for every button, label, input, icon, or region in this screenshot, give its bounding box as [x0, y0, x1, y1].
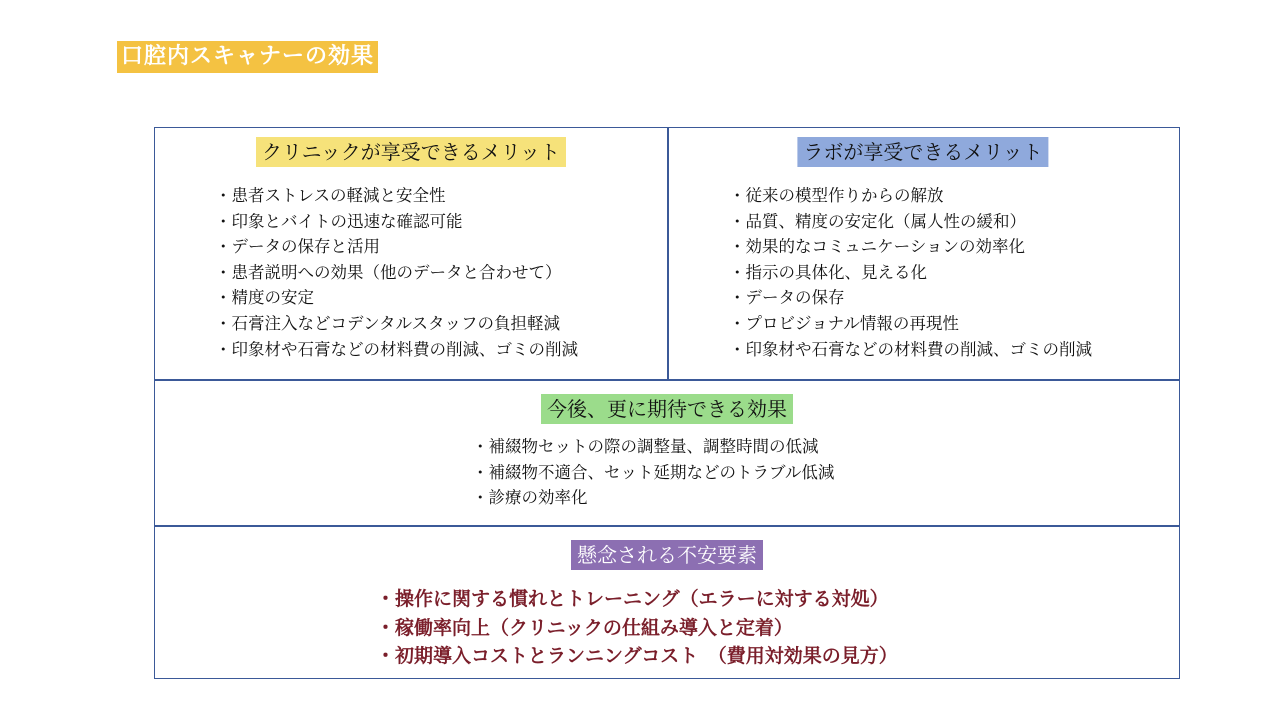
- row-divider-top: [155, 379, 1179, 381]
- concerns-list: [376, 585, 898, 671]
- list-item: ・プロビジョナル情報の再現性: [729, 313, 959, 333]
- list-item: ・印象とバイトの迅速な確認可能: [215, 211, 463, 231]
- lab-benefits-heading: ラボが享受できるメリット: [797, 137, 1048, 167]
- future-effects-heading: 今後、更に期待できる効果: [541, 394, 793, 424]
- list-item: ・補綴物セットの際の調整量、調整時間の低減: [472, 437, 819, 456]
- list-item: ・操作に関する慣れとトレーニング（エラーに対する対処）: [376, 588, 889, 610]
- column-divider: [667, 128, 669, 380]
- list-item: ・補綴物不適合、セット延期などのトラブル低減: [472, 462, 835, 482]
- content-frame: [154, 127, 1180, 679]
- list-item: ・患者説明への効果（他のデータと合わせて）: [215, 262, 562, 282]
- list-item: ・印象材や石膏などの材料費の削減、ゴミの削減: [729, 339, 1092, 359]
- list-item: ・初期導入コストとランニングコスト （費用対効果の見方）: [376, 645, 898, 667]
- list-item: ・データの保存と活用: [215, 237, 380, 257]
- list-item: ・印象材や石膏などの材料費の削減、ゴミの削減: [215, 339, 578, 359]
- list-item: ・指示の具体化、見える化: [729, 262, 927, 282]
- future-effects-list: [472, 434, 834, 511]
- list-item: ・精度の安定: [215, 288, 314, 308]
- list-item: ・稼働率向上（クリニックの仕組み導入と定着）: [376, 616, 793, 639]
- list-item: ・品質、精度の安定化（属人性の緩和）: [729, 211, 1026, 231]
- clinic-benefits-list: [215, 183, 578, 362]
- list-item: ・従来の模型作りからの解放: [729, 186, 944, 205]
- concerns-heading: 懸念される不安要素: [571, 540, 763, 570]
- list-item: ・患者ストレスの軽減と安全性: [215, 186, 446, 205]
- list-item: ・石膏注入などコデンタルスタッフの負担軽減: [215, 313, 561, 333]
- clinic-benefits-heading: クリニックが享受できるメリット: [256, 137, 566, 167]
- page-title: 口腔内スキャナーの効果: [117, 41, 378, 73]
- list-item: ・データの保存: [729, 288, 845, 308]
- lab-benefits-list: [729, 183, 1092, 362]
- row-divider-bottom: [155, 525, 1179, 527]
- list-item: ・効果的なコミュニケーションの効率化: [729, 237, 1026, 257]
- list-item: ・診療の効率化: [472, 488, 588, 508]
